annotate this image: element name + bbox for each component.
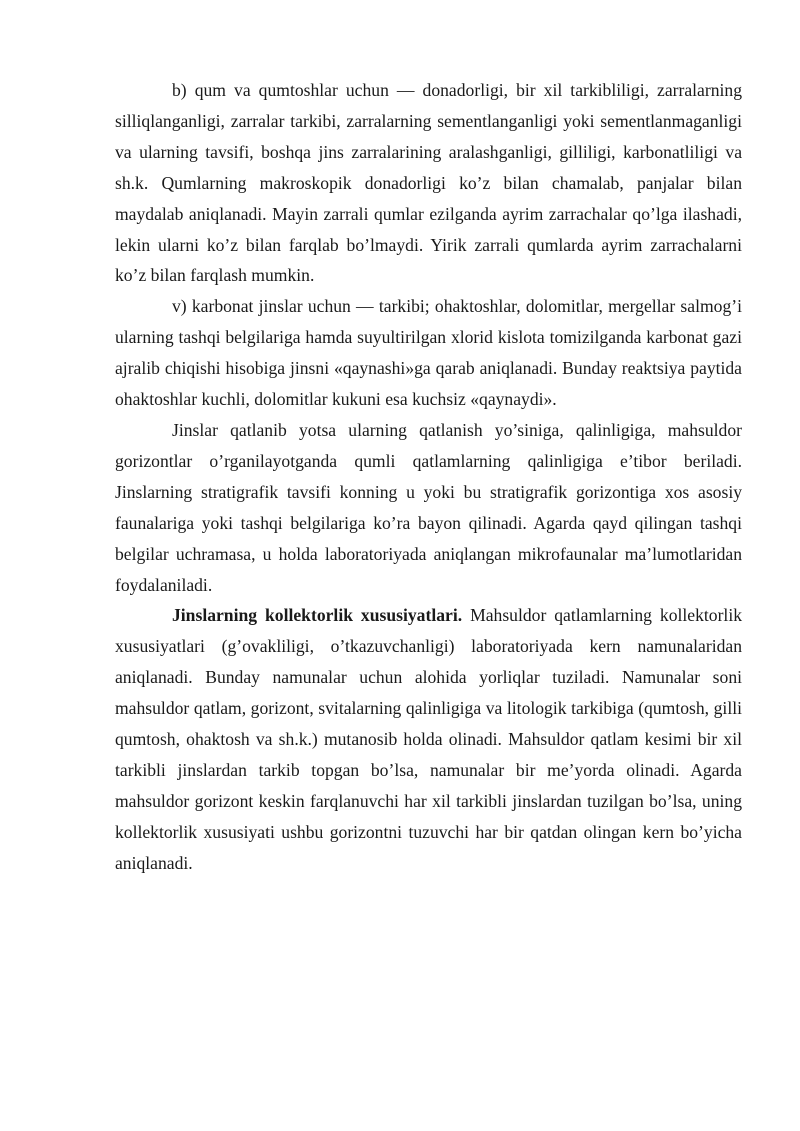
paragraph-text: Mahsuldor qatlamlarning kollektorlik xususiyatlari (g’ovakliligi, o’tkazuvchanligi) laboratoriyada kern namunalaridan aniqlanadi. Bunday namunalar uchun alohida yorliqlar tuziladi. Namunalar soni mahsuldor qatlam, gorizont, svitalarning qalinligiga va litologik tarkibiga (qumtosh, gilli qumtosh, ohaktosh va sh.k.) mutanosib holda olinadi. Mahsuldor qatlam kesimi bir xil tarkibli jinslardan tarkib topgan bo’lsa, namunalar bir me’yorda olinadi. Agarda mahsuldor gorizont keskin farqlanuvchi har xil tarkibli jinslardan tuzilgan bo’lsa, uning kollektorlik xususiyati ushbu gorizontni tuzuvchi har bir qatdan olingan kern bo’yicha aniqlanadi. [115,605,742,873]
paragraph-carbonate-rocks [115,291,742,415]
paragraph-text: b) qum va qumtoshlar uchun — donadorligi, bir xil tarkibliligi, zarralarning silliqlanganligi, zarralar tarkibi, zarralarning sementlanganligi yoki sementlanmaganligi va ularning tavsifi, boshqa jins zarralarining aralashganligi, gilliligi, karbonatliligi va sh.k. Qumlarning makroskopik donadorligi ko’z bilan chamalab, panjalar bilan maydalab aniqlanadi. Mayin zarrali qumlar ezilganda ayrim zarrachalar qo’lga ilashadi, lekin ularni ko’z bilan farqlab bo’lmaydi. Yirik zarrali qumlarda ayrim zarrachalarni ko’z bilan farqlash mumkin. [115,80,742,286]
paragraph-text: Jinslar qatlanib yotsa ularning qatlanish yo’siniga, qalinligiga, mahsuldor gorizontlar o’rganilayotganda qumli qatlamlarning qalinligiga e’tibor beriladi. Jinslarning stratigrafik tavsifi konning u yoki bu stratigrafik gorizontiga xos asosiy faunalariga yoki tashqi belgilariga ko’ra bayon qilinadi. Agarda qayd qilingan tashqi belgilar uchramasa, u holda laboratoriyada aniqlangan mikrofaunalar ma’lumotlaridan foydalaniladi. [115,419,742,595]
paragraph-stratigraphy [115,415,742,600]
paragraph-collector-properties [115,600,742,878]
paragraph-sand-sandstone [115,75,742,291]
section-heading-inline: Jinslarning kollektorlik xususiyatlari. [172,605,463,626]
document-page [115,75,742,879]
paragraph-text: v) karbonat jinslar uchun — tarkibi; ohaktoshlar, dolomitlar, mergellar salmog’i ularning tashqi belgilariga hamda suyultirilgan xlorid kislota tomizilganda karbonat gazi ajralib chiqishi hisobiga jinsni «qaynashi»ga qarab aniqlanadi. Bunday reaktsiya paytida ohaktoshlar kuchli, dolomitlar kukuni esa kuchsiz «qaynaydi». [115,296,742,410]
